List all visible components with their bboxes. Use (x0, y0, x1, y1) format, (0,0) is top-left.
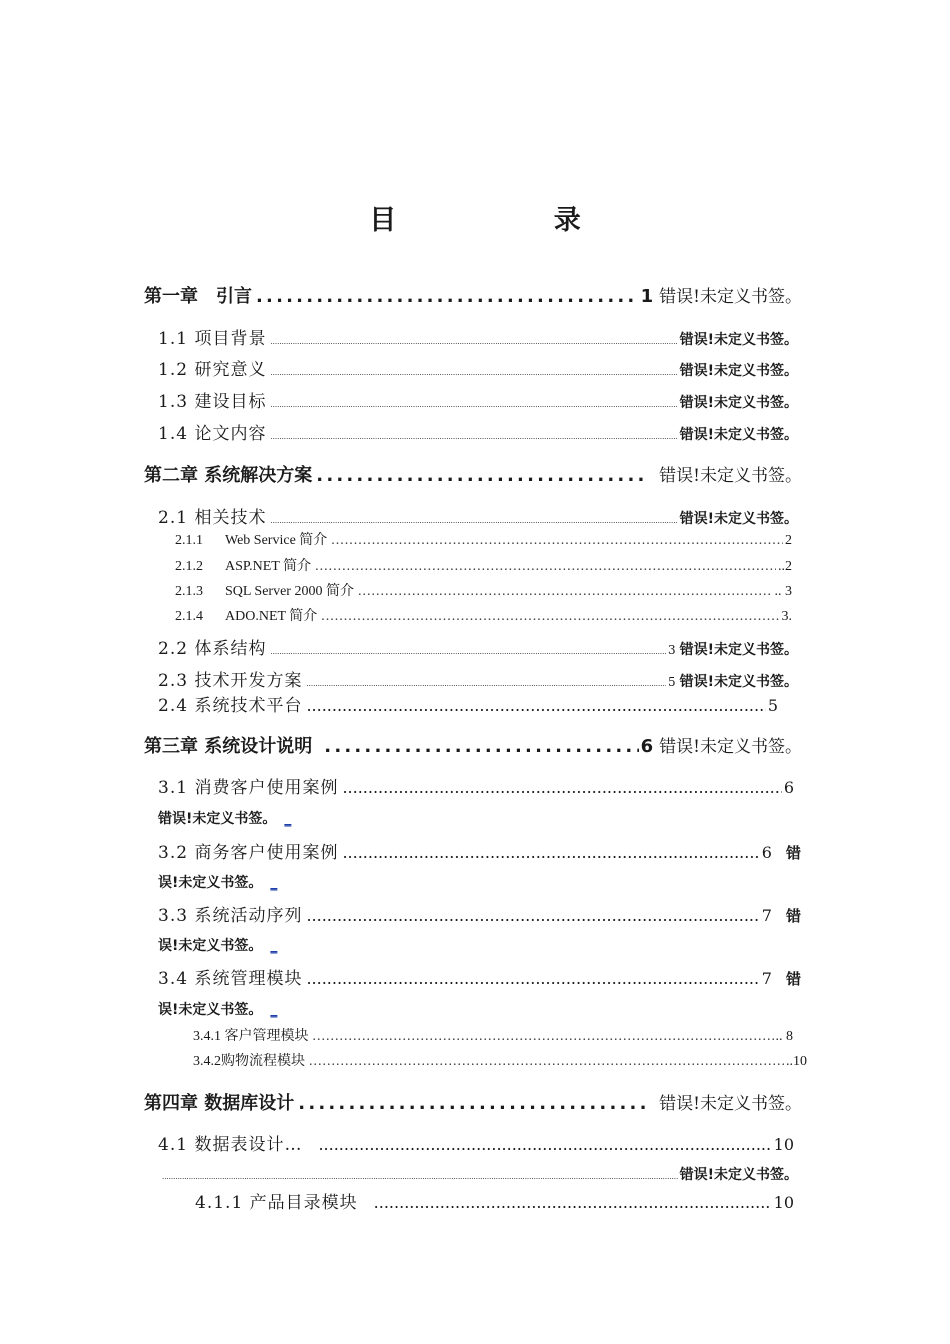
toc-subsection-3-4-2[interactable] (193, 1050, 807, 1070)
toc-section-1-2[interactable] (158, 355, 798, 380)
section-label: 2.3 技术开发方案 (158, 671, 303, 691)
toc-subsection-2-1-1[interactable] (175, 529, 792, 549)
leader-dots (315, 559, 776, 575)
page-number: 6 (761, 843, 772, 862)
bookmark-error: 错误!未定义书签。 (679, 363, 798, 379)
bookmark-error: 错 (785, 844, 802, 862)
page-number: ..2 (778, 559, 792, 574)
section-label: 3.4 系统管理模块 (158, 969, 303, 989)
leader-dots (256, 286, 639, 307)
toc-section-2-2[interactable] (158, 634, 798, 659)
leader-dots (306, 680, 666, 688)
bookmark-error: 错误!未定义书签。 (679, 511, 798, 527)
bookmark-error: 错 (785, 907, 802, 925)
section-label: 3.1 消费客户使用案例 (158, 778, 339, 798)
bookmark-error: 错误!未定义书签。 (679, 395, 798, 411)
page-number: .. 8 (775, 1029, 793, 1044)
bookmark-error: 错误!未定义书签。 (679, 642, 798, 658)
toc-chapter-1[interactable] (144, 282, 802, 308)
page-number: 6 (783, 778, 794, 797)
leader-dots (270, 369, 677, 377)
leader-dots (162, 1173, 678, 1181)
toc-subsection-2-1-3[interactable] (175, 580, 792, 600)
subsection-number: 2.1.2 (175, 559, 203, 574)
toc-subsection-4-1-1[interactable] (195, 1188, 798, 1213)
toc-section-3-3[interactable] (158, 901, 802, 926)
toc-section-1-1[interactable] (158, 324, 798, 349)
toc-chapter-2[interactable] (144, 461, 802, 487)
toc-subsection-3-4-1[interactable] (193, 1025, 793, 1045)
toc-section-1-4[interactable] (158, 419, 798, 444)
toc-title: 目 录 (369, 205, 655, 236)
page-number: 10 (773, 1135, 794, 1154)
section-label: 1.4 论文内容 (158, 424, 267, 444)
chapter-label: 第一章 引言 (144, 286, 252, 307)
toc-subsection-2-1-4[interactable] (175, 605, 792, 625)
link-underscore[interactable]: _ (284, 811, 292, 827)
bookmark-error-wrap (158, 872, 277, 892)
bookmark-error-wrap (158, 999, 277, 1019)
leader-dots (270, 338, 677, 346)
subsection-label: 3.4.2购物流程模块 (193, 1054, 305, 1069)
bookmark-error: 错误!未定义书签。 (659, 1094, 802, 1114)
toc-chapter-4[interactable] (144, 1089, 802, 1115)
leader-dots (316, 465, 645, 486)
bookmark-error: 错误!未定义书签。 (679, 332, 798, 348)
subsection-number: 2.1.4 (175, 609, 203, 624)
section-label: 2.2 体系结构 (158, 639, 267, 659)
section-label: 1.2 研究意义 (158, 360, 267, 380)
subsection-label: 3.4.1 客户管理模块 (193, 1029, 309, 1044)
leader-dots (309, 1054, 784, 1070)
toc-section-2-3[interactable] (158, 666, 798, 691)
bookmark-error: 错 (785, 970, 802, 988)
bookmark-error: 错误!未定义书签。 (158, 811, 277, 827)
bookmark-error: 错误!未定义书签。 (679, 1167, 798, 1183)
leader-dots (318, 1135, 771, 1154)
leader-dots (270, 517, 677, 525)
link-underscore[interactable]: _ (270, 1002, 278, 1018)
subsection-label: Web Service 简介 (225, 533, 328, 548)
bookmark-error: 误!未定义书签。 (158, 875, 263, 891)
leader-dots (306, 969, 759, 988)
toc-section-4-1[interactable] (158, 1130, 798, 1155)
leader-dots (358, 584, 773, 600)
page-number: .. 3 (774, 584, 792, 599)
subsection-label: 4.1.1 产品目录模块 (195, 1193, 358, 1213)
leader-dots (306, 696, 765, 715)
link-underscore[interactable]: _ (270, 938, 278, 954)
toc-section-3-1[interactable] (158, 773, 798, 798)
bookmark-error: 错误!未定义书签。 (679, 674, 798, 690)
page-number: 7 (761, 906, 772, 925)
subsection-number: 2.1.1 (175, 533, 203, 548)
leader-dots (342, 843, 759, 862)
page-number: 5 (667, 675, 676, 689)
section-label: 1.3 建设目标 (158, 392, 267, 412)
chapter-label: 第四章 数据库设计 (144, 1093, 295, 1114)
subsection-number: 2.1.3 (175, 584, 203, 599)
page-number: ..10 (786, 1054, 807, 1069)
link-underscore[interactable]: _ (270, 875, 278, 891)
toc-chapter-3[interactable] (144, 732, 802, 758)
bookmark-error-wrap (158, 935, 277, 955)
bookmark-error: 错误!未定义书签。 (659, 287, 802, 307)
page-number: 7 (761, 969, 772, 988)
chapter-label: 第三章 系统设计说明 (144, 736, 313, 757)
page-number: 6 (640, 736, 654, 757)
page-number: 10 (773, 1193, 794, 1212)
toc-section-2-1[interactable] (158, 503, 798, 528)
bookmark-error: 错误!未定义书签。 (679, 427, 798, 443)
page-number: 2 (785, 533, 792, 548)
page-number: 5 (767, 696, 778, 715)
section-label: 3.3 系统活动序列 (158, 906, 303, 926)
leader-dots (331, 533, 783, 549)
toc-section-3-4[interactable] (158, 964, 802, 989)
page-number: 1 (640, 286, 654, 307)
bookmark-error: 误!未定义书签。 (158, 1002, 263, 1018)
page-number: 3. (781, 609, 792, 624)
leader-dots (270, 648, 666, 656)
leader-dots (313, 1029, 774, 1045)
section-label: 2.4 系统技术平台 (158, 696, 303, 716)
page-number: 3 (667, 643, 676, 657)
subsection-label: SQL Server 2000 简介 (225, 584, 354, 599)
bookmark-error: 错误!未定义书签。 (659, 466, 802, 486)
leader-dots (374, 1193, 772, 1212)
toc-section-2-4[interactable] (158, 691, 782, 716)
section-label: 1.1 项目背景 (158, 329, 267, 349)
toc-section-4-1-error-line[interactable] (160, 1164, 798, 1184)
toc-section-3-2[interactable] (158, 838, 802, 863)
bookmark-error: 错误!未定义书签。 (659, 737, 802, 757)
leader-dots (298, 1093, 645, 1114)
section-label: 4.1 数据表设计… (158, 1135, 303, 1155)
leader-dots (270, 401, 677, 409)
leader-dots (324, 736, 638, 757)
leader-dots (306, 906, 759, 925)
chapter-label: 第二章 系统解决方案 (144, 465, 313, 486)
subsection-label: ADO.NET 简介 (225, 609, 318, 624)
subsection-label: ASP.NET 简介 (225, 559, 312, 574)
toc-section-1-3[interactable] (158, 387, 798, 412)
leader-dots (342, 778, 781, 797)
leader-dots (270, 433, 677, 441)
toc-subsection-2-1-2[interactable] (175, 555, 792, 575)
leader-dots (321, 609, 779, 625)
section-label: 3.2 商务客户使用案例 (158, 843, 339, 863)
section-label: 2.1 相关技术 (158, 508, 267, 528)
bookmark-error-wrap (158, 808, 291, 828)
bookmark-error: 误!未定义书签。 (158, 938, 263, 954)
